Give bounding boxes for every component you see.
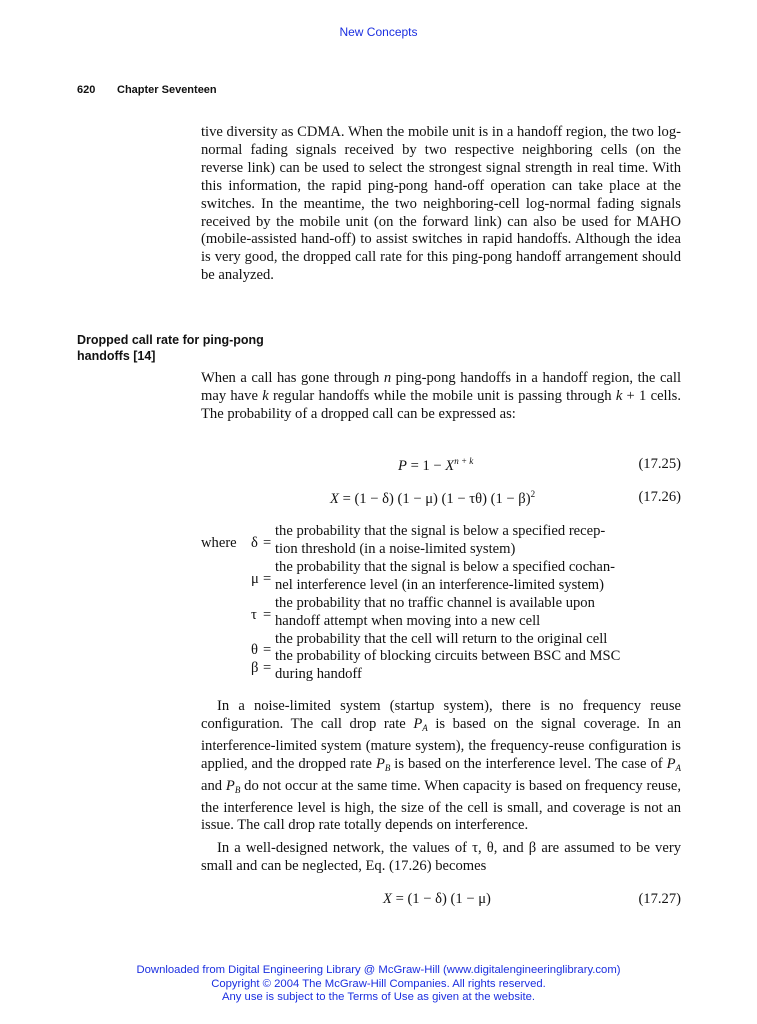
eq-lhs: X <box>330 491 339 507</box>
section-heading-line1: Dropped call rate for ping-pong <box>77 333 264 347</box>
variable-p: P <box>225 777 235 794</box>
definition-mu <box>201 559 681 595</box>
definition-text: the probability that the cell will return to the original cell <box>275 630 608 647</box>
equation-number: (17.26) <box>638 489 681 505</box>
eq-exponent: 2 <box>530 489 536 499</box>
where-label: where <box>201 535 237 551</box>
equation-17-25 <box>201 456 681 476</box>
definition-tau <box>201 595 681 631</box>
definition-text: the probability that the signal is below a specified recep- <box>275 523 606 540</box>
text-segment: is based on the signal coverage. In an interference-limited system (mature system), the frequency-reuse configuration is applied, and the dropped rate <box>201 715 681 772</box>
footer-terms-link[interactable]: Any use is subject to the Terms of Use as given at the website. <box>221 991 536 1003</box>
intro-paragraph: tive diversity as CDMA. When the mobile unit is in a handoff region, the two log-normal fading signals received by two respective neighboring cells (on the reverse link) can be used to select the strongest signal strength in real time. With this information, the rapid ping-pong hand-off operation can take place at the switches. In the meantime, the two neighboring-cell log-normal fading signals received by the mobile unit (on the forward link) can also be used for MAHO (mobile-assisted hand-off) to assist switches in rapid handoffs. Although the idea is very good, the dropped call rate for this ping-pong handoff arrangement should be analyzed. <box>201 124 681 284</box>
text-segment: and <box>201 777 226 794</box>
text-segment: In a noise-limited system (startup system), there is no frequency reuse configuration. The call drop rate <box>201 698 681 732</box>
definition-text: the probability of blocking circuits between BSC and MSC <box>275 648 621 665</box>
equation-17-26 <box>201 489 681 509</box>
network-paragraph: In a well-designed network, the values of τ, θ, and β are assumed to be very small and can be neglected, Eq. (17.26) becomes <box>201 840 681 874</box>
eq-rhs: = (1 − δ) (1 − μ) (1 − τθ) (1 − β) <box>338 491 531 507</box>
definition-delta <box>201 523 681 559</box>
definition-text: the probability that no traffic channel is available upon <box>275 594 595 611</box>
variable-k: k <box>262 387 269 404</box>
eq-base: X <box>445 458 455 474</box>
equals: = <box>263 660 272 677</box>
definition-text: the probability that the signal is below a specified cochan- <box>275 558 616 575</box>
text-segment: ping-pong handoffs in a handoff region, the call may have <box>201 370 682 404</box>
eq-lhs: P <box>398 458 407 474</box>
text-segment: is based on the interference level. The case of <box>390 755 667 772</box>
equals: = <box>263 570 272 587</box>
equals: = <box>263 535 272 551</box>
section-heading-line2: handoffs [14] <box>77 349 156 363</box>
text-segment: + 1 cells. The probability of a dropped call can be expressed as: <box>201 387 681 422</box>
definition-text-cont: handoff attempt when moving into a new cell <box>275 612 541 629</box>
symbol: θ <box>251 642 258 659</box>
equation-number: (17.27) <box>638 891 681 907</box>
chapter-title: Chapter Seventeen <box>117 84 217 96</box>
eq-exponent: n + k <box>454 456 474 466</box>
subscript: A <box>422 722 428 733</box>
text-segment: regular handoffs while the mobile unit is passing through <box>268 387 616 404</box>
definition-text-cont: tion threshold (in a noise-limited system) <box>275 540 516 557</box>
definition-beta <box>201 648 681 684</box>
eq-rhs: = 1 − <box>406 458 446 474</box>
symbol: β <box>251 660 259 677</box>
symbol: μ <box>251 570 259 587</box>
footer-notice <box>0 964 757 1005</box>
top-link-new-concepts[interactable]: New Concepts <box>339 25 418 39</box>
symbol: τ <box>251 606 257 623</box>
section-heading <box>77 332 297 364</box>
subscript: A <box>675 762 682 773</box>
eq-rhs: = (1 − δ) (1 − μ) <box>391 891 491 907</box>
noise-limited-paragraph <box>201 698 681 835</box>
equation-17-27 <box>201 891 681 911</box>
running-head <box>77 84 217 96</box>
variable-p: P <box>375 755 385 772</box>
symbol: δ <box>251 535 258 551</box>
footer-copyright: Copyright © 2004 The McGraw-Hill Companies. All rights reserved. <box>211 977 546 990</box>
text-segment: do not occur at the same time. When capacity is based on frequency reuse, the interference level is high, the size of the cell is small, and coverage is not an issue. The call drop rate totally depends on interference. <box>201 777 681 834</box>
variable-k: k <box>615 387 623 404</box>
equals: = <box>263 642 272 659</box>
symbol-definitions <box>201 523 681 684</box>
page-number: 620 <box>77 84 96 96</box>
equals: = <box>263 606 272 623</box>
equation-number: (17.25) <box>638 456 681 472</box>
subscript: B <box>384 762 391 773</box>
section-paragraph <box>201 370 681 424</box>
definition-text-cont: nel interference level (in an interference-limited system) <box>275 576 605 593</box>
eq-lhs: X <box>383 891 392 907</box>
variable-n: n <box>383 370 392 386</box>
subscript: B <box>234 784 241 795</box>
text-segment: When a call has gone through <box>201 370 384 386</box>
variable-p: P <box>666 755 676 772</box>
variable-p: P <box>413 715 423 732</box>
definition-text-cont: during handoff <box>275 666 362 683</box>
footer-download-link[interactable]: Downloaded from Digital Engineering Library @ McGraw-Hill (www.digitalengineeringlibrary.com) <box>136 964 621 976</box>
